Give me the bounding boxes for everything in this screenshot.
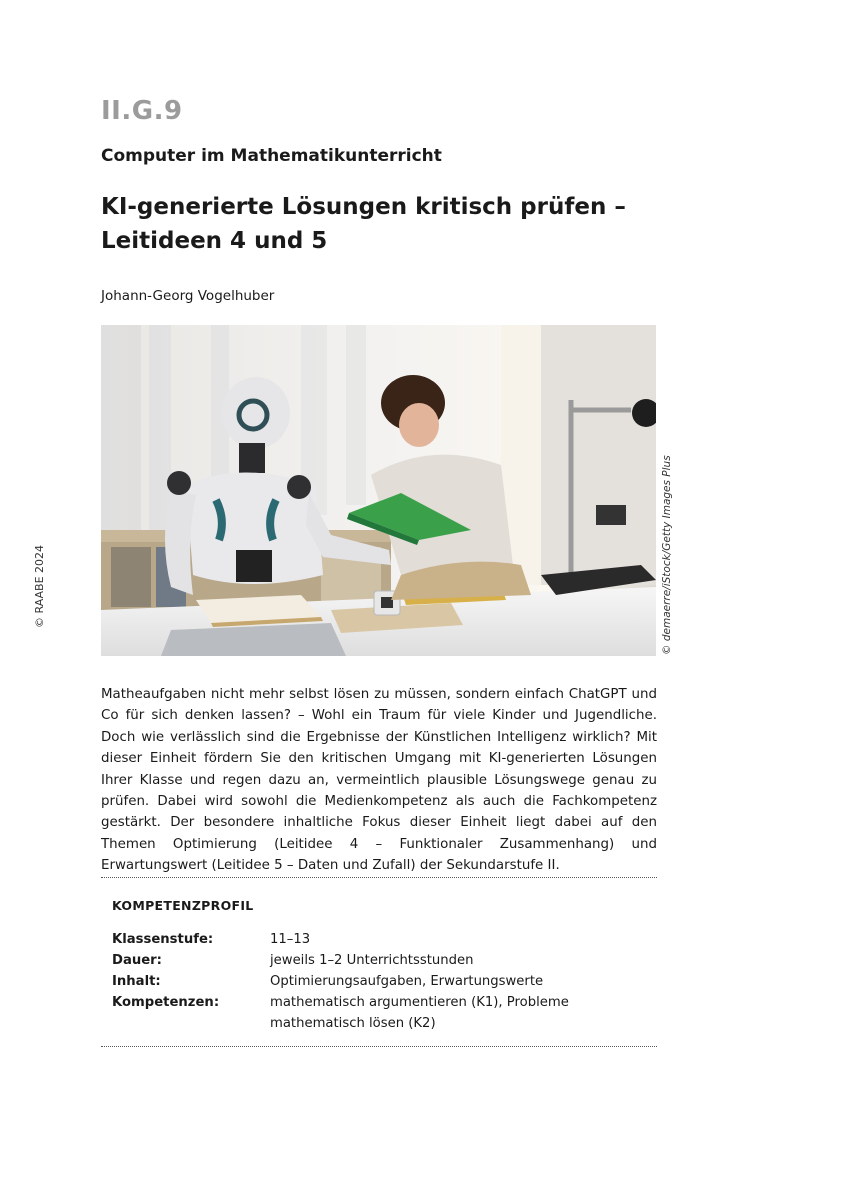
profile-key: Dauer: <box>112 953 162 968</box>
profile-key: Inhalt: <box>112 974 161 989</box>
profile-key: Klassenstufe: <box>112 932 214 947</box>
section-code: II.G.9 <box>101 96 183 126</box>
divider-top <box>101 877 657 878</box>
page-title <box>101 190 661 258</box>
title-line-1: KI-generierte Lösungen kritisch prüfen – <box>101 194 626 220</box>
author-name: Johann-Georg Vogelhuber <box>101 288 275 304</box>
intro-paragraph: Matheaufgaben nicht mehr selbst lösen zu müssen, sondern einfach ChatGPT und Co für sich denken lassen? – Wohl ein Traum für viele Kinder und Jugendliche. Doch wie verlässlich sind die Ergebnisse der Künstlichen Intelligenz wirklich? Mit dieser Einheit fördern Sie den kritischen Umgang mit KI-generierten Lösungen Ihrer Klasse und regen dazu an, vermeintlich plausible Lösungswege genau zu prüfen. Dabei wird sowohl die Medienkompetenz als auch die Fachkompetenz gestärkt. Der besondere inhaltliche Fokus dieser Einheit liegt dabei auf den Themen Optimierung (Leitidee 4 – Funktionaler Zusammenhang) und Erwartungswert (Leitidee 5 – Daten und Zufall) der Sekundarstufe II. <box>101 687 657 874</box>
profile-value: Optimierungsaufgaben, Erwartungswerte <box>270 974 544 989</box>
competence-profile-table <box>112 929 657 1034</box>
robot-and-student-illustration <box>101 325 656 656</box>
divider-bottom <box>101 1046 657 1047</box>
profile-value: mathematisch argumentieren (K1), Probleme mathematisch lösen (K2) <box>270 995 569 1031</box>
title-line-2: Leitideen 4 und 5 <box>101 228 328 254</box>
competence-profile-heading: KOMPETENZPROFIL <box>112 898 254 913</box>
table-row <box>112 950 657 971</box>
photo-credit: © demaerre/iStock/Getty Images Plus <box>661 455 673 655</box>
copyright-notice: © RAABE 2024 <box>33 544 46 628</box>
series-subtitle: Computer im Mathematikunterricht <box>101 146 442 166</box>
table-row <box>112 992 657 1034</box>
table-row <box>112 971 657 992</box>
profile-value: 11–13 <box>270 932 311 947</box>
table-row <box>112 929 657 950</box>
profile-key: Kompetenzen: <box>112 995 220 1010</box>
profile-value: jeweils 1–2 Unterrichtsstunden <box>270 953 474 968</box>
cover-photo <box>101 325 656 656</box>
